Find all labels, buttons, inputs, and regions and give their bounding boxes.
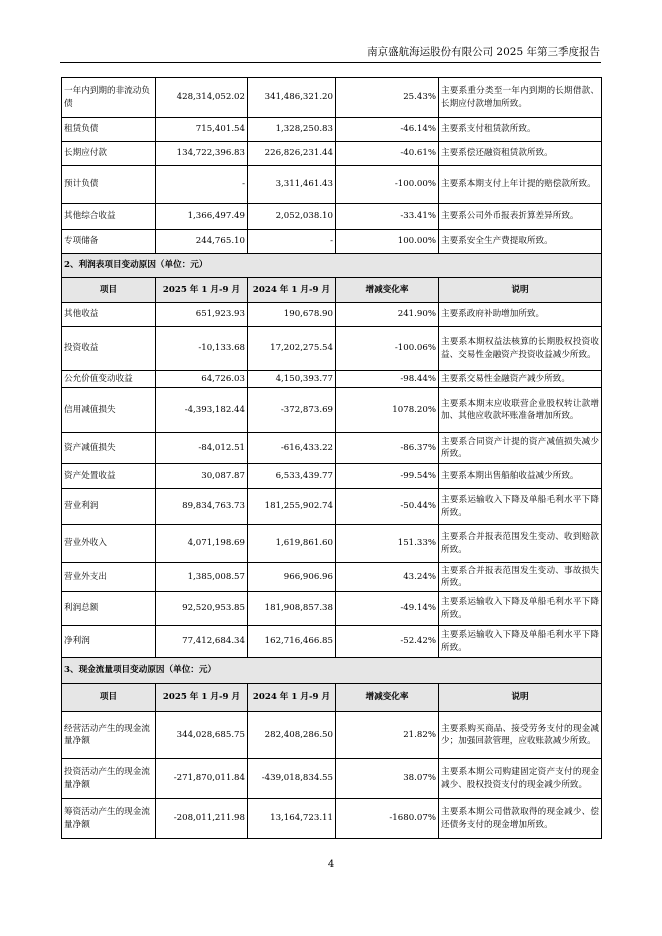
value-2025-cell: 92,520,953.85 [156, 592, 248, 626]
table-row [62, 204, 602, 230]
change-rate-cell: -49.14% [336, 592, 439, 626]
value-2024-cell: 181,255,902.74 [248, 489, 336, 525]
change-rate-cell: -50.44% [336, 489, 439, 525]
section-heading-row [62, 254, 602, 278]
description-cell: 主要系运输收入下降及单船毛利水平下降所致。 [439, 489, 602, 525]
item-cell: 资产处置收益 [62, 464, 156, 489]
value-2024-cell: 282,408,286.50 [248, 712, 336, 759]
value-2025-cell: -208,011,211.98 [156, 799, 248, 839]
value-2024-cell: 341,486,321.20 [248, 78, 336, 118]
value-2025-cell: 89,834,763.73 [156, 489, 248, 525]
table-row [62, 712, 602, 759]
table-row [62, 626, 602, 658]
item-cell: 营业外支出 [62, 563, 156, 592]
value-2024-cell: 226,826,231.44 [248, 142, 336, 166]
description-cell: 主要系合同资产计提的资产减值损失减少所致。 [439, 433, 602, 464]
description-cell: 主要系运输收入下降及单船毛利水平下降所致。 [439, 626, 602, 658]
item-cell: 资产减值损失 [62, 433, 156, 464]
change-rate-cell: 100.00% [336, 230, 439, 254]
value-2025-cell: 77,412,684.34 [156, 626, 248, 658]
item-cell: 投资活动产生的现金流量净额 [62, 759, 156, 799]
item-cell: 营业利润 [62, 489, 156, 525]
change-rate-cell: -1680.07% [336, 799, 439, 839]
change-rate-cell: 1078.20% [336, 388, 439, 433]
column-header-change-rate: 增减变化率 [336, 684, 439, 712]
column-header-description: 说明 [439, 684, 602, 712]
value-2024-cell: 1,328,250.83 [248, 118, 336, 142]
value-2025-cell: -84,012.51 [156, 433, 248, 464]
item-cell: 营业外收入 [62, 525, 156, 563]
value-2024-cell: 3,311,461.43 [248, 166, 336, 204]
description-cell: 主要系政府补助增加所致。 [439, 303, 602, 327]
item-cell: 预计负债 [62, 166, 156, 204]
value-2024-cell: -372,873.69 [248, 388, 336, 433]
item-cell: 租赁负债 [62, 118, 156, 142]
item-cell: 经营活动产生的现金流量净额 [62, 712, 156, 759]
table-row [62, 489, 602, 525]
change-rate-cell: -40.61% [336, 142, 439, 166]
description-cell: 主要系偿还融资租赁款所致。 [439, 142, 602, 166]
change-rate-cell: -86.37% [336, 433, 439, 464]
value-2025-cell: 30,087.87 [156, 464, 248, 489]
table-row [62, 371, 602, 388]
change-rate-cell: -99.54% [336, 464, 439, 489]
column-header-item: 项目 [62, 278, 156, 303]
table-row [62, 118, 602, 142]
header-divider [60, 62, 601, 63]
item-cell: 一年内到期的非流动负债 [62, 78, 156, 118]
table-row [62, 303, 602, 327]
description-cell: 主要系安全生产费提取所致。 [439, 230, 602, 254]
change-rate-cell: -100.00% [336, 166, 439, 204]
table-row [62, 388, 602, 433]
column-header-row [62, 684, 602, 712]
value-2024-cell: -439,018,834.55 [248, 759, 336, 799]
value-2025-cell: 651,923.93 [156, 303, 248, 327]
page-number: 4 [327, 859, 335, 870]
variance-table [61, 77, 602, 839]
item-cell: 筹资活动产生的现金流量净额 [62, 799, 156, 839]
table-row [62, 78, 602, 118]
page-header: 南京盛航海运股份有限公司 2025 年第三季度报告 [367, 46, 600, 58]
item-cell: 长期应付款 [62, 142, 156, 166]
column-header-description: 说明 [439, 278, 602, 303]
description-cell: 主要系本期公司购建固定资产支付的现金减少、股权投资支付的现金减少所致。 [439, 759, 602, 799]
description-cell: 主要系本期出售船舶收益减少所致。 [439, 464, 602, 489]
value-2025-cell: 1,366,497.49 [156, 204, 248, 230]
value-2024-cell: 4,150,393.77 [248, 371, 336, 388]
item-cell: 公允价值变动收益 [62, 371, 156, 388]
value-2024-cell: 181,908,857.38 [248, 592, 336, 626]
value-2024-cell: 2,052,038.10 [248, 204, 336, 230]
section-heading-row [62, 658, 602, 684]
change-rate-cell: -46.14% [336, 118, 439, 142]
table-row [62, 166, 602, 204]
description-cell: 主要系本期公司借款取得的现金减少、偿还债务支付的现金增加所致。 [439, 799, 602, 839]
value-2024-cell: 6,533,439.77 [248, 464, 336, 489]
table-row [62, 464, 602, 489]
table-row [62, 142, 602, 166]
change-rate-cell: 25.43% [336, 78, 439, 118]
change-rate-cell: -33.41% [336, 204, 439, 230]
value-2024-cell: 162,716,466.85 [248, 626, 336, 658]
table-row [62, 327, 602, 371]
item-cell: 其他收益 [62, 303, 156, 327]
change-rate-cell: 151.33% [336, 525, 439, 563]
description-cell: 主要系重分类至一年内到期的长期借款、长期应付款增加所致。 [439, 78, 602, 118]
cashflow-section-title: 3、现金流量项目变动原因（单位：元） [62, 658, 602, 684]
value-2024-cell: - [248, 230, 336, 254]
change-rate-cell: -52.42% [336, 626, 439, 658]
value-2025-cell: 134,722,396.83 [156, 142, 248, 166]
description-cell: 主要系本期支付上年计提的赔偿款所致。 [439, 166, 602, 204]
table-row [62, 759, 602, 799]
table-row [62, 563, 602, 592]
item-cell: 信用减值损失 [62, 388, 156, 433]
item-cell: 专项储备 [62, 230, 156, 254]
item-cell: 利润总额 [62, 592, 156, 626]
value-2024-cell: 1,619,861.60 [248, 525, 336, 563]
description-cell: 主要系公司外币报表折算差异所致。 [439, 204, 602, 230]
value-2024-cell: 966,906.96 [248, 563, 336, 592]
table-row [62, 525, 602, 563]
change-rate-cell: 241.90% [336, 303, 439, 327]
column-header-2025: 2025 年 1 月-9 月 [156, 684, 248, 712]
value-2024-cell: -616,433.22 [248, 433, 336, 464]
change-rate-cell: -100.06% [336, 327, 439, 371]
value-2025-cell: -4,393,182.44 [156, 388, 248, 433]
column-header-item: 项目 [62, 684, 156, 712]
description-cell: 主要系合并报表范围发生变动、收到赔款所致。 [439, 525, 602, 563]
description-cell: 主要系合并报表范围发生变动、事故损失所致。 [439, 563, 602, 592]
description-cell: 主要系支付租赁款所致。 [439, 118, 602, 142]
value-2025-cell: 1,385,008.57 [156, 563, 248, 592]
table-row [62, 230, 602, 254]
value-2025-cell: 715,401.54 [156, 118, 248, 142]
value-2024-cell: 17,202,275.54 [248, 327, 336, 371]
description-cell: 主要系运输收入下降及单船毛利水平下降所致。 [439, 592, 602, 626]
value-2025-cell: -10,133.68 [156, 327, 248, 371]
value-2025-cell: 64,726.03 [156, 371, 248, 388]
column-header-2024: 2024 年 1 月-9 月 [248, 278, 336, 303]
value-2024-cell: 13,164,723.11 [248, 799, 336, 839]
column-header-row [62, 278, 602, 303]
change-rate-cell: 21.82% [336, 712, 439, 759]
value-2025-cell: 428,314,052.02 [156, 78, 248, 118]
item-cell: 其他综合收益 [62, 204, 156, 230]
item-cell: 净利润 [62, 626, 156, 658]
column-header-2025: 2025 年 1 月-9 月 [156, 278, 248, 303]
value-2025-cell: 4,071,198.69 [156, 525, 248, 563]
change-rate-cell: 38.07% [336, 759, 439, 799]
table-row [62, 592, 602, 626]
table-row [62, 799, 602, 839]
change-rate-cell: -98.44% [336, 371, 439, 388]
description-cell: 主要系购买商品、接受劳务支付的现金减少；加强回款管理，应收账款减少所致。 [439, 712, 602, 759]
description-cell: 主要系本期权益法核算的长期股权投资收益、交易性金融资产投资收益减少所致。 [439, 327, 602, 371]
income-section-title: 2、利润表项目变动原因（单位：元） [62, 254, 602, 278]
item-cell: 投资收益 [62, 327, 156, 371]
description-cell: 主要系交易性金融资产减少所致。 [439, 371, 602, 388]
table-row [62, 433, 602, 464]
value-2025-cell: 344,028,685.75 [156, 712, 248, 759]
column-header-2024: 2024 年 1 月-9 月 [248, 684, 336, 712]
value-2025-cell: - [156, 166, 248, 204]
description-cell: 主要系本期末应收联营企业股权转让款增加、其他应收款坏账准备增加所致。 [439, 388, 602, 433]
change-rate-cell: 43.24% [336, 563, 439, 592]
value-2025-cell: 244,765.10 [156, 230, 248, 254]
column-header-change-rate: 增减变化率 [336, 278, 439, 303]
value-2025-cell: -271,870,011.84 [156, 759, 248, 799]
value-2024-cell: 190,678.90 [248, 303, 336, 327]
